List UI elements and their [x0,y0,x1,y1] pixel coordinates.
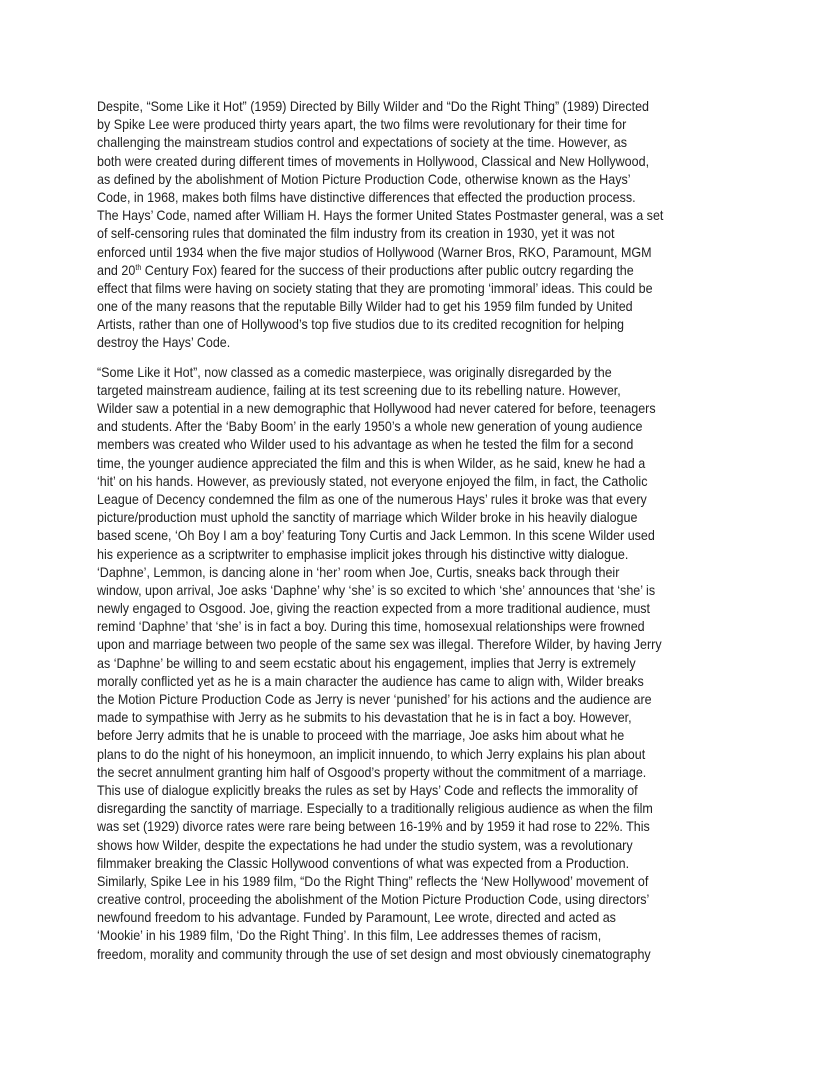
text-segment: and 20 [97,261,136,278]
text-line: Despite, “Some Like it Hot” (1959) Directed by Billy Wilder and “Do the Right Thing” (1989) Directed [97,98,650,114]
text-line: League of Decency condemned the film as one of the numerous Hays’ rules it broke was that every [97,490,647,507]
text-line: Similarly, Spike Lee in his 1989 film, “Do the Right Thing” reflects the ‘New Hollywood’ movement of [97,872,649,889]
text-line: ‘hit’ on his hands. However, as previously stated, not everyone enjoyed the film, in fact, the Catholic [97,472,648,489]
text-line: destroy the Hays’ Code. [97,334,231,351]
text-line: ‘Mookie’ in his 1989 film, ‘Do the Right Thing’. In this film, Lee addresses themes of racism, [97,927,602,944]
text-line: freedom, morality and community through the use of set design and most obviously cinematography [97,945,651,962]
text-line [97,261,688,279]
text-segment: Century Fox) feared for the success of their productions after public outcry regarding the [141,261,634,278]
text-line: members was created who Wilder used to his advantage as when he tested the film for a second [97,436,634,453]
text-line: was set (1929) divorce rates were rare being between 16-19% and by 1959 it had rose to 22%. This [97,818,650,835]
text-line: filmmaker breaking the Classic Hollywood conventions of what was expected from a Production. [97,854,630,871]
document-body [97,97,757,963]
text-line: creative control, proceeding the abolishment of the Motion Picture Production Code, using directors’ [97,891,650,908]
text-line: both were created during different times of movements in Hollywood, Classical and New Hollywood, [97,152,650,169]
text-line: window, upon arrival, Joe asks ‘Daphne’ why ‘she’ is so excited to which ‘she’ announces that ‘she’ is [97,581,656,598]
text-line: based scene, ‘Oh Boy I am a boy’ featuring Tony Curtis and Jack Lemmon. In this scene Wilder used [97,527,655,544]
text-line: newly engaged to Osgood. Joe, giving the reaction expected from a more traditional audience, must [97,600,651,617]
text-line: and students. After the ‘Baby Boom’ in the early 1950’s a whole new generation of young audience [97,418,643,435]
text-line: Code, in 1968, makes both films have distinctive differences that effected the production process. [97,188,636,205]
text-line: upon and marriage between two people of the same sex was illegal. Therefore Wilder, by having Jerry [97,636,662,653]
text-line: This use of dialogue explicitly breaks the rules as set by Hays’ Code and reflects the immorality of [97,781,638,798]
text-line: disregarding the sanctity of marriage. Especially to a traditionally religious audience as when the film [97,800,653,817]
text-line: “Some Like it Hot”, now classed as a comedic masterpiece, was originally disregarded by the [97,363,612,380]
text-line: newfound freedom to his advantage. Funded by Paramount, Lee wrote, directed and acted as [97,909,616,926]
text-line: his experience as a scriptwriter to emphasise implicit jokes through his distinctive witty dialogue. [97,545,629,562]
text-line: picture/production must uphold the sanctity of marriage which Wilder broke in his heavily dialogue [97,509,638,526]
text-line: time, the younger audience appreciated the film and this is when Wilder, as he said, knew he had a [97,454,646,471]
text-line: the Motion Picture Production Code as Jerry is never ‘punished’ for his actions and the audience are [97,691,652,707]
text-line: Artists, rather than one of Hollywood’s top five studios due to its credited recognition for helping [97,316,625,333]
text-line: targeted mainstream audience, failing at its test screening due to its rebelling nature. However, [97,381,621,398]
text-line: the secret annulment granting him half of Osgood’s property without the commitment of a marriage. [97,763,647,780]
text-line: plans to do the night of his honeymoon, an implicit innuendo, to which Jerry explains his plan about [97,745,646,762]
text-line: as ‘Daphne’ be willing to and seem ecstatic about his engagement, implies that Jerry is extremely [97,654,636,671]
text-line: Wilder saw a potential in a new demographic that Hollywood had never catered for before, teenagers [97,400,656,416]
text-line: of self-censoring rules that dominated the film industry from its creation in 1930, yet it was not [97,225,615,242]
text-line: as defined by the abolishment of Motion Picture Production Code, otherwise known as the Hays’ [97,170,631,187]
text-line: before Jerry admits that he is unable to proceed with the marriage, Joe asks him about what he [97,727,625,744]
text-line: by Spike Lee were produced thirty years apart, the two films were revolutionary for their time for [97,116,627,133]
text-line: The Hays’ Code, named after William H. Hays the former United States Postmaster general, was a set [97,207,664,224]
text-line: shows how Wilder, despite the expectations he had under the studio system, was a revolutionary [97,836,633,853]
text-line: remind ‘Daphne’ that ‘she’ is in fact a boy. During this time, homosexual relationships were frowned [97,618,645,635]
text-line: effect that films were having on society stating that they are promoting ‘immoral’ ideas. This could be [97,279,653,296]
text-line: challenging the mainstream studios control and expectations of society at the time. However, as [97,134,628,151]
paragraph [97,363,757,963]
text-line: enforced until 1934 when the five major studios of Hollywood (Warner Bros, RKO, Paramount, MGM [97,243,652,260]
text-line: made to sympathise with Jerry as he submits to his devastation that he is in fact a boy. However, [97,709,632,726]
text-line: morally conflicted yet as he is a main character the audience has came to align with, Wilder breaks [97,672,644,689]
paragraph [97,97,757,352]
text-line: one of the many reasons that the reputable Billy Wilder had to get his 1959 film funded by United [97,298,633,315]
superscript: th [135,262,142,272]
text-line: ‘Daphne’, Lemmon, is dancing alone in ‘her’ room when Joe, Curtis, sneaks back through their [97,563,620,580]
